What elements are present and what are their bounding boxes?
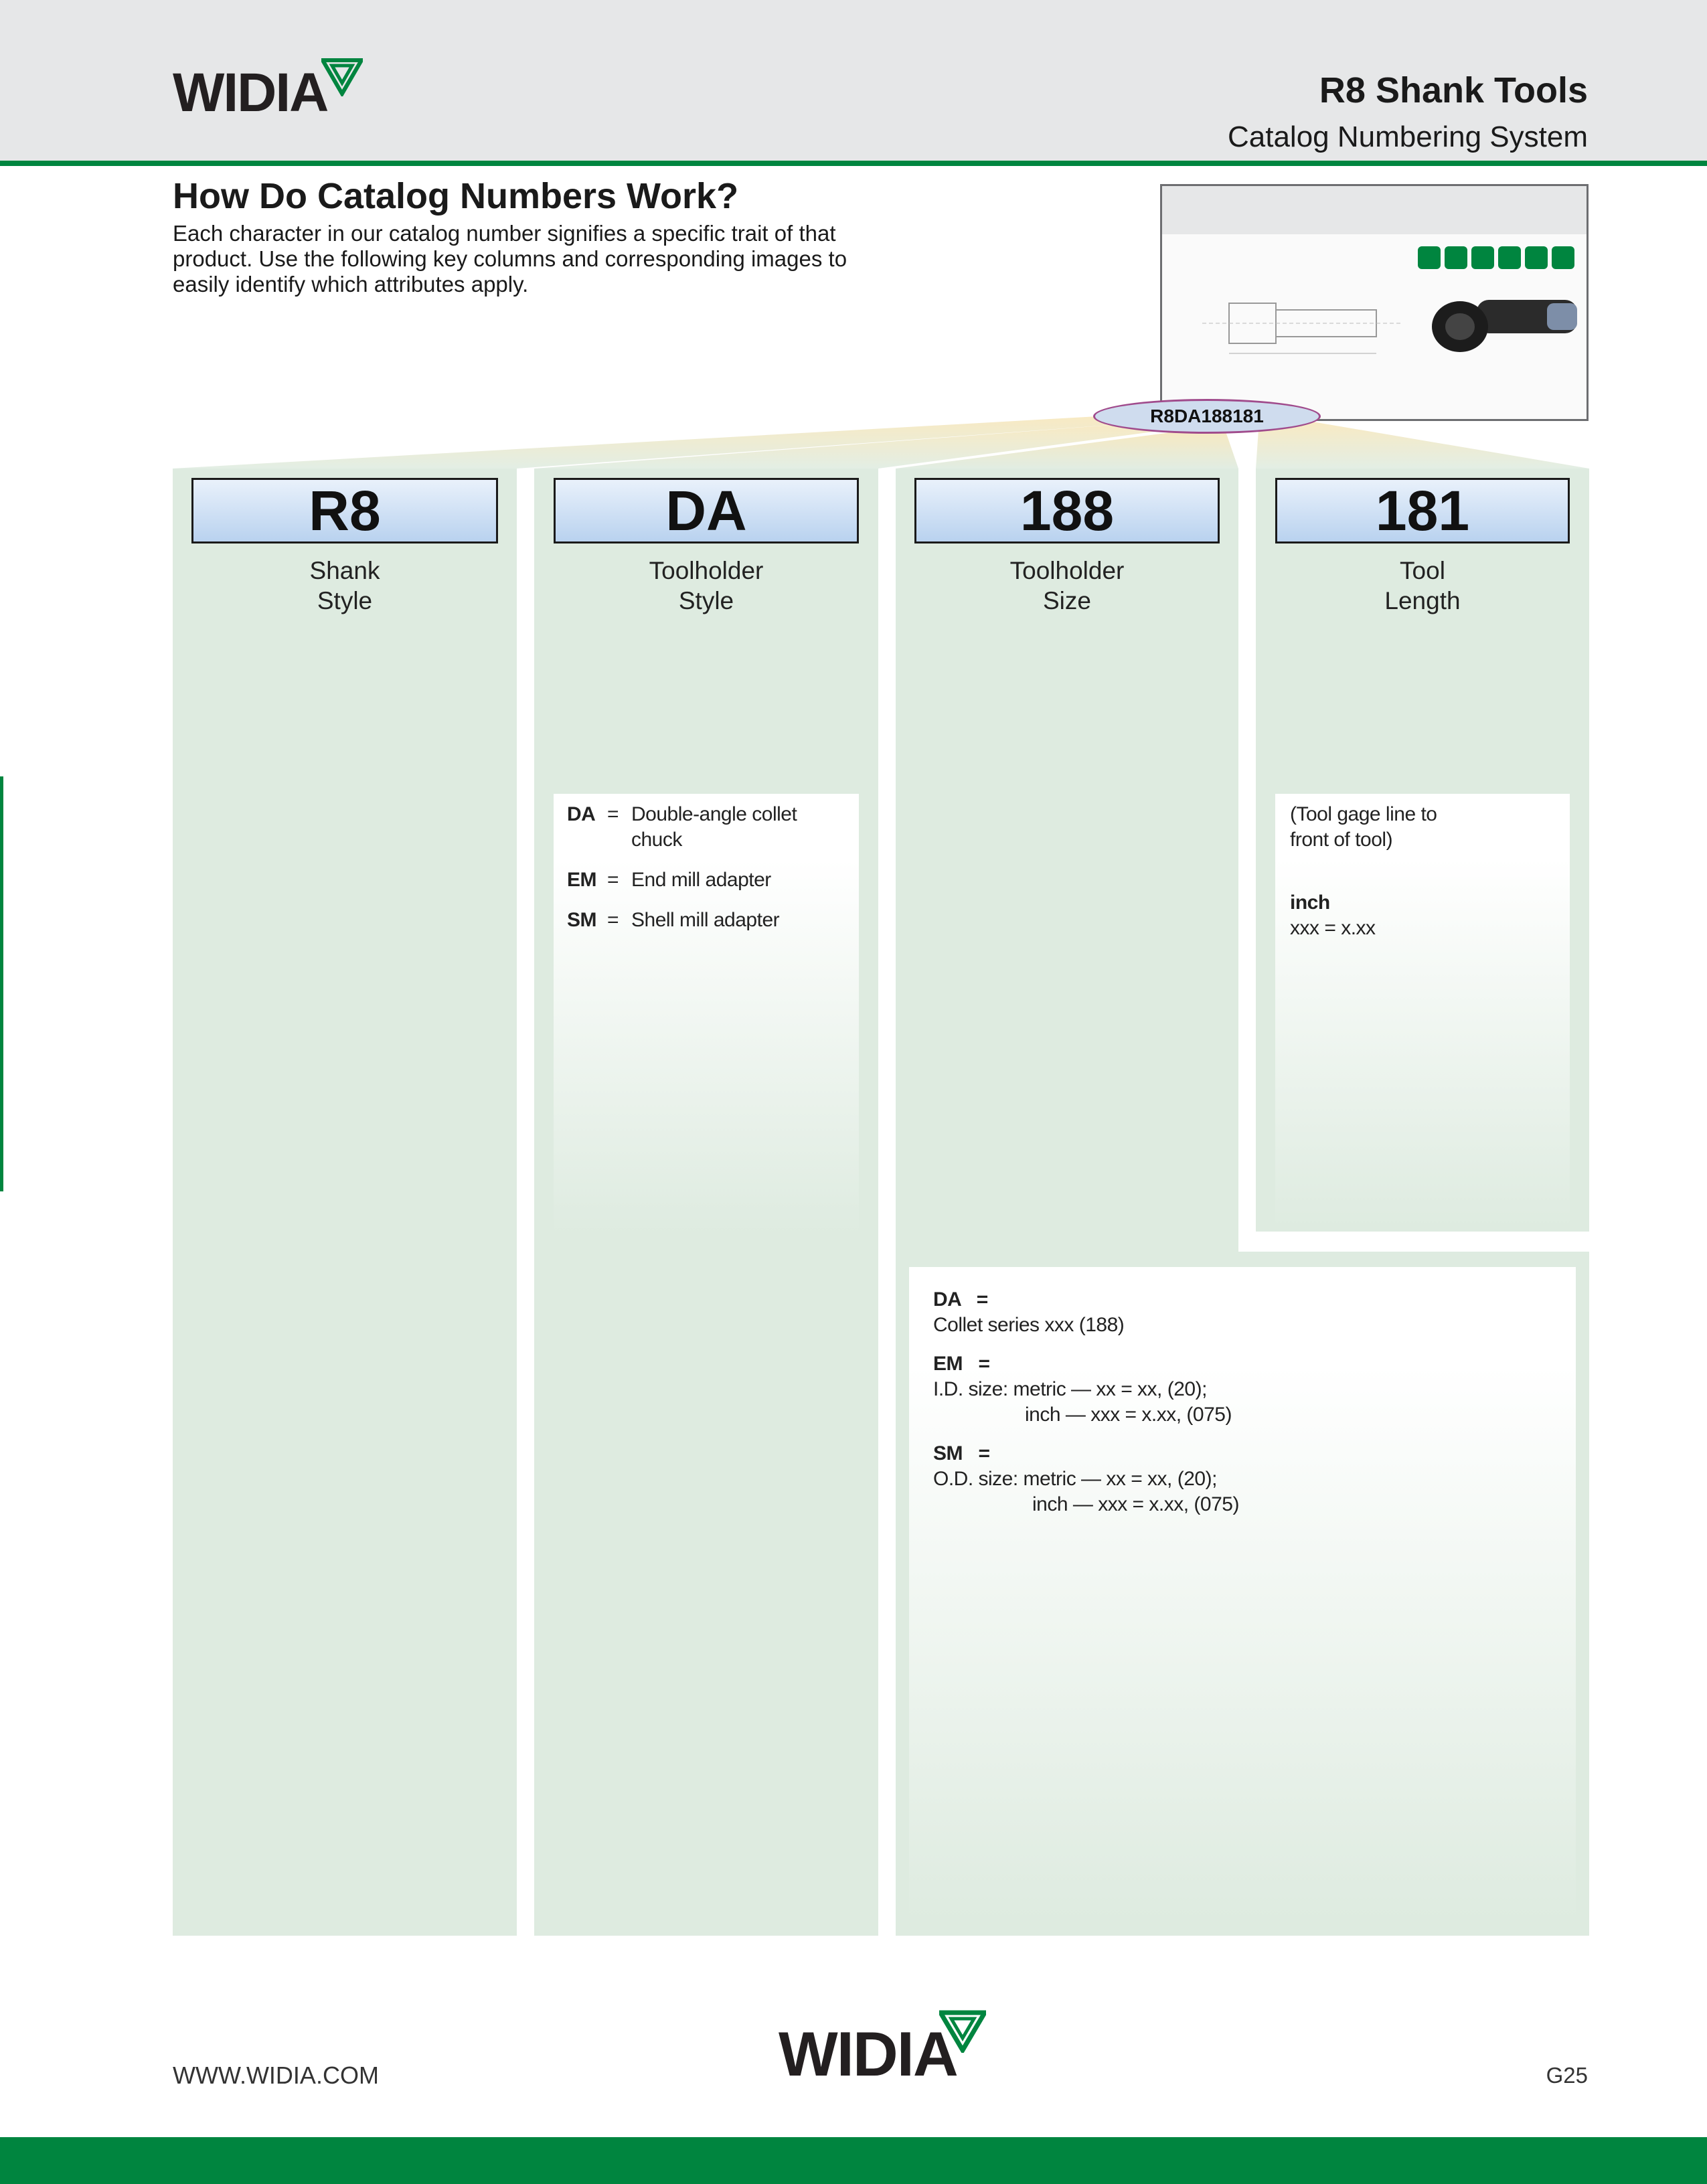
key-toolholder-style: DA: [554, 478, 859, 543]
column-heading: Shank Style: [309, 557, 380, 614]
column-shank-style: [173, 469, 517, 1936]
footer-band: [0, 2137, 1707, 2184]
toolholder-size-definitions: [909, 1267, 1576, 1923]
definition-row: SM = Shell mill adapter: [567, 909, 780, 931]
key-shank-style: R8: [191, 478, 498, 543]
page-title: R8 Shank Tools: [1319, 70, 1588, 110]
page-subtitle: Catalog Numbering System: [1227, 120, 1588, 153]
unit-label: inch: [1290, 892, 1330, 914]
key-tool-length: 181: [1275, 478, 1570, 543]
logo-text: WIDIA: [173, 62, 328, 123]
widia-footer-logo: [779, 2018, 957, 2090]
definition-block-em: EM = I.D. size: metric — xx = xx, (20); inch — xxx = x.xx, (075): [933, 1353, 1232, 1426]
logo-triangle-icon: [939, 2010, 986, 2053]
tool-length-definitions: [1275, 794, 1570, 1229]
key-toolholder-size: 188: [914, 478, 1220, 543]
definition-row: EM = End mill adapter: [567, 869, 771, 891]
definition-row: DA = Double-angle collet chuck: [567, 803, 797, 851]
catalog-number-example: R8DA188181: [1093, 399, 1321, 434]
length-format: xxx = x.xx: [1290, 917, 1376, 939]
connector-fan: [0, 0, 1707, 482]
section-tab-marker: [0, 776, 3, 1191]
tool-length-note: (Tool gage line to front of tool): [1290, 803, 1437, 851]
column-heading: Toolholder Style: [649, 557, 764, 614]
toolholder-style-definitions: [554, 794, 859, 1236]
website-link[interactable]: WWW.WIDIA.COM: [173, 2062, 379, 2089]
intro-body: Each character in our catalog number signifies a specific trait of that product. Use the following key columns and corresponding images to easily identify which attributes apply.: [173, 221, 847, 297]
intro-title: How Do Catalog Numbers Work?: [173, 176, 739, 216]
column-heading: Tool Length: [1384, 557, 1461, 614]
page-number: G25: [1546, 2063, 1588, 2088]
column-heading: Toolholder Size: [1009, 557, 1125, 614]
logo-text: WIDIA: [779, 2019, 957, 2089]
definition-block-da: DA = Collet series xxx (188): [933, 1288, 1125, 1336]
definition-block-sm: SM = O.D. size: metric — xx = xx, (20); inch — xxx = x.xx, (075): [933, 1442, 1239, 1515]
